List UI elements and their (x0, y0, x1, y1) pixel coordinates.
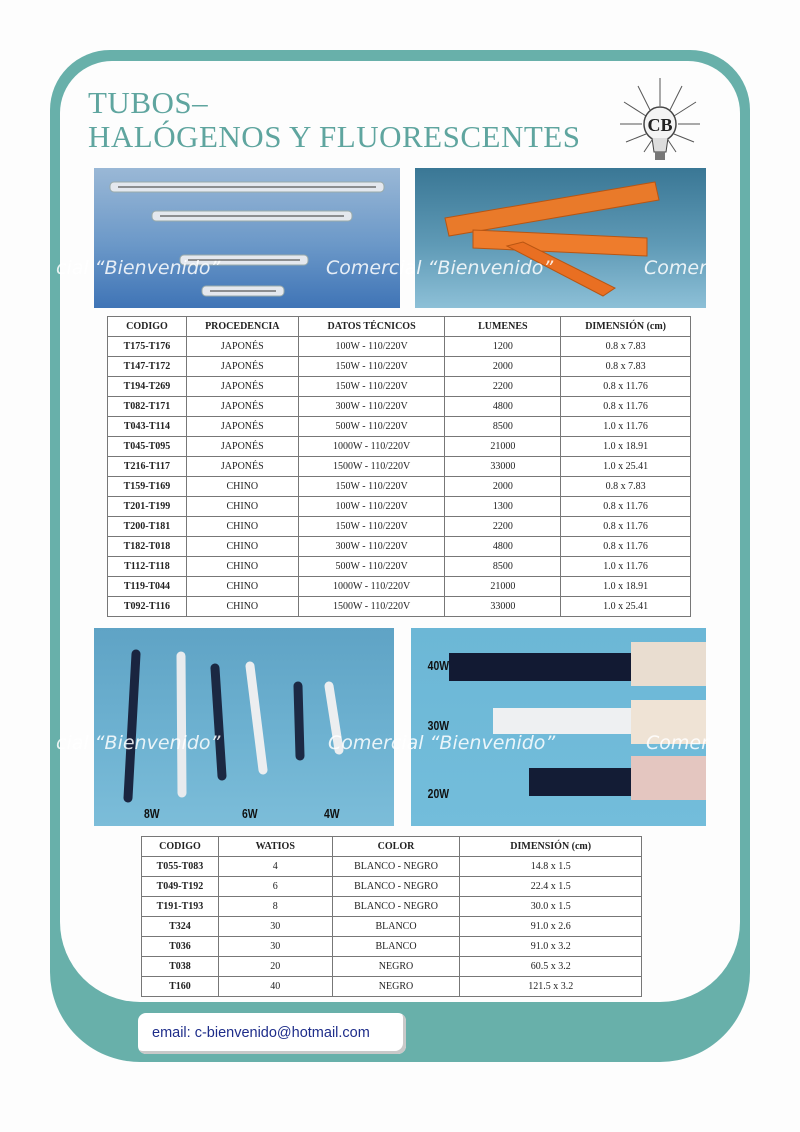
table-row (108, 517, 691, 537)
table-cell: T324 (142, 917, 219, 937)
table-row (108, 597, 691, 617)
label-20w: 20W (427, 786, 450, 801)
table-cell: T055-T083 (142, 857, 219, 877)
table-cell: JAPONÉS (186, 437, 298, 457)
table-cell: T159-T169 (108, 477, 187, 497)
table-cell: 0.8 x 11.76 (561, 497, 691, 517)
table-cell: T175-T176 (108, 337, 187, 357)
table-cell: 1200 (445, 337, 561, 357)
table-row (108, 557, 691, 577)
table-cell: T119-T044 (108, 577, 187, 597)
logo-letters: CB (647, 115, 673, 135)
table-cell: 33000 (445, 457, 561, 477)
table-row (108, 457, 691, 477)
table-cell: 30.0 x 1.5 (460, 897, 642, 917)
table-cell: 1500W - 110/220V (298, 457, 445, 477)
table-cell: T200-T181 (108, 517, 187, 537)
table-cell: 1000W - 110/220V (298, 437, 445, 457)
table-cell: T160 (142, 977, 219, 997)
table-cell: CHINO (186, 477, 298, 497)
watermark-text: Comercial “Bienvenido” (328, 732, 556, 754)
table-row (108, 357, 691, 377)
table-cell: T191-T193 (142, 897, 219, 917)
table-cell: BLANCO - NEGRO (332, 897, 460, 917)
table-row (108, 477, 691, 497)
table-cell: 0.8 x 11.76 (561, 517, 691, 537)
table-cell: 150W - 110/220V (298, 377, 445, 397)
email-link[interactable]: email: c-bienvenido@hotmail.com (152, 1025, 370, 1041)
table-cell: 150W - 110/220V (298, 477, 445, 497)
table-cell: 500W - 110/220V (298, 417, 445, 437)
table-header-row (142, 837, 642, 857)
table-cell: JAPONÉS (186, 457, 298, 477)
header-datos-tecnicos: DATOS TÉCNICOS (298, 317, 445, 337)
table-cell: 1.0 x 25.41 (561, 457, 691, 477)
table-cell: BLANCO - NEGRO (332, 877, 460, 897)
table-cell: 21000 (445, 577, 561, 597)
table-cell: T216-T117 (108, 457, 187, 477)
table-cell: JAPONÉS (186, 397, 298, 417)
header-dimension: DIMENSIÓN (cm) (561, 317, 691, 337)
table-cell: 100W - 110/220V (298, 497, 445, 517)
table-cell: 0.8 x 11.76 (561, 397, 691, 417)
table-cell: CHINO (186, 597, 298, 617)
page-title (88, 86, 580, 154)
table-row (108, 377, 691, 397)
table-cell: T045-T095 (108, 437, 187, 457)
table-cell: CHINO (186, 557, 298, 577)
table-row (142, 877, 642, 897)
table-cell: T082-T171 (108, 397, 187, 417)
table-cell: 20 (218, 957, 332, 977)
table-cell: 33000 (445, 597, 561, 617)
header-color: COLOR (332, 837, 460, 857)
watermark-text: Comer (644, 257, 707, 279)
fluorescent-spec-table (141, 836, 642, 997)
table-cell: T038 (142, 957, 219, 977)
table-row (108, 397, 691, 417)
table-cell: T092-T116 (108, 597, 187, 617)
table-row (142, 897, 642, 917)
table-cell: 0.8 x 7.83 (561, 477, 691, 497)
header-procedencia: PROCEDENCIA (186, 317, 298, 337)
label-30w: 30W (427, 718, 450, 733)
table-row (142, 917, 642, 937)
table-row (108, 337, 691, 357)
lightbulb-logo-icon (618, 76, 702, 168)
table-cell: JAPONÉS (186, 377, 298, 397)
table-cell: 0.8 x 7.83 (561, 357, 691, 377)
watermark-text: cial “Bienvenido” (56, 257, 221, 279)
table-cell: 0.8 x 11.76 (561, 377, 691, 397)
table-cell: 1500W - 110/220V (298, 597, 445, 617)
watermark-text: cial “Bienvenido” (56, 732, 221, 754)
table-cell: 500W - 110/220V (298, 557, 445, 577)
small-fluorescent-tubes-photo (94, 628, 394, 826)
table-cell: CHINO (186, 517, 298, 537)
table-cell: 91.0 x 3.2 (460, 937, 642, 957)
table-cell: 300W - 110/220V (298, 537, 445, 557)
table-cell: 1300 (445, 497, 561, 517)
table-cell: T112-T118 (108, 557, 187, 577)
table-cell: NEGRO (332, 977, 460, 997)
table-row (142, 977, 642, 997)
table-row (142, 857, 642, 877)
header-codigo: CODIGO (142, 837, 219, 857)
table-cell: 21000 (445, 437, 561, 457)
label-6w: 6W (241, 806, 258, 821)
table-cell: CHINO (186, 537, 298, 557)
table-row (108, 417, 691, 437)
table-cell: 91.0 x 2.6 (460, 917, 642, 937)
table-cell: JAPONÉS (186, 357, 298, 377)
table-cell: T036 (142, 937, 219, 957)
header-lumenes: LUMENES (445, 317, 561, 337)
table-row (108, 577, 691, 597)
table-cell: 30 (218, 937, 332, 957)
table-cell: T043-T114 (108, 417, 187, 437)
table-cell: 300W - 110/220V (298, 397, 445, 417)
table-cell: 40 (218, 977, 332, 997)
table-cell: 1.0 x 11.76 (561, 417, 691, 437)
header-watios: WATIOS (218, 837, 332, 857)
table-cell: CHINO (186, 497, 298, 517)
table-cell: T049-T192 (142, 877, 219, 897)
table-cell: 1000W - 110/220V (298, 577, 445, 597)
table-row (142, 957, 642, 977)
table-cell: 30 (218, 917, 332, 937)
table-cell: BLANCO - NEGRO (332, 857, 460, 877)
label-40w: 40W (427, 658, 450, 673)
label-4w: 4W (323, 806, 340, 821)
table-cell: 6 (218, 877, 332, 897)
table-cell: 100W - 110/220V (298, 337, 445, 357)
table-row (108, 497, 691, 517)
halogen-boxes-photo (415, 168, 706, 308)
table-cell: JAPONÉS (186, 337, 298, 357)
table-cell: 1.0 x 18.91 (561, 437, 691, 457)
halogen-spec-table (107, 316, 691, 617)
table-cell: 121.5 x 3.2 (460, 977, 642, 997)
table-cell: 8500 (445, 417, 561, 437)
table-cell: 1.0 x 25.41 (561, 597, 691, 617)
watermark-text: Comer (646, 732, 709, 754)
table-row (108, 437, 691, 457)
table-cell: 150W - 110/220V (298, 517, 445, 537)
large-fluorescent-tubes-photo (411, 628, 706, 826)
title-line-1: TUBOS– (88, 85, 209, 120)
table-cell: T147-T172 (108, 357, 187, 377)
table-cell: 60.5 x 3.2 (460, 957, 642, 977)
table-cell: 22.4 x 1.5 (460, 877, 642, 897)
table-cell: 8 (218, 897, 332, 917)
table-cell: 14.8 x 1.5 (460, 857, 642, 877)
table-cell: 2200 (445, 377, 561, 397)
table-cell: 0.8 x 7.83 (561, 337, 691, 357)
table-cell: 4800 (445, 397, 561, 417)
halogen-tubes-photo (94, 168, 400, 308)
table-cell: 1.0 x 18.91 (561, 577, 691, 597)
table-cell: 2000 (445, 477, 561, 497)
table-cell: 8500 (445, 557, 561, 577)
table-cell: 2200 (445, 517, 561, 537)
table-cell: 150W - 110/220V (298, 357, 445, 377)
table-cell: T194-T269 (108, 377, 187, 397)
table-cell: 4 (218, 857, 332, 877)
table-cell: T201-T199 (108, 497, 187, 517)
table-cell: 4800 (445, 537, 561, 557)
header-dimension: DIMENSIÓN (cm) (460, 837, 642, 857)
header-codigo: CODIGO (108, 317, 187, 337)
table-row (142, 937, 642, 957)
table-cell: NEGRO (332, 957, 460, 977)
email-box (138, 1013, 406, 1054)
label-8w: 8W (143, 806, 160, 821)
table-cell: CHINO (186, 577, 298, 597)
table-cell: 2000 (445, 357, 561, 377)
table-cell: BLANCO (332, 937, 460, 957)
table-cell: BLANCO (332, 917, 460, 937)
table-cell: 1.0 x 11.76 (561, 557, 691, 577)
table-cell: 0.8 x 11.76 (561, 537, 691, 557)
table-cell: JAPONÉS (186, 417, 298, 437)
table-cell: T182-T018 (108, 537, 187, 557)
watermark-text: Comercial “Bienvenido” (326, 257, 554, 279)
title-line-2: HALÓGENOS Y FLUORESCENTES (88, 119, 581, 154)
table-header-row (108, 317, 691, 337)
table-row (108, 537, 691, 557)
